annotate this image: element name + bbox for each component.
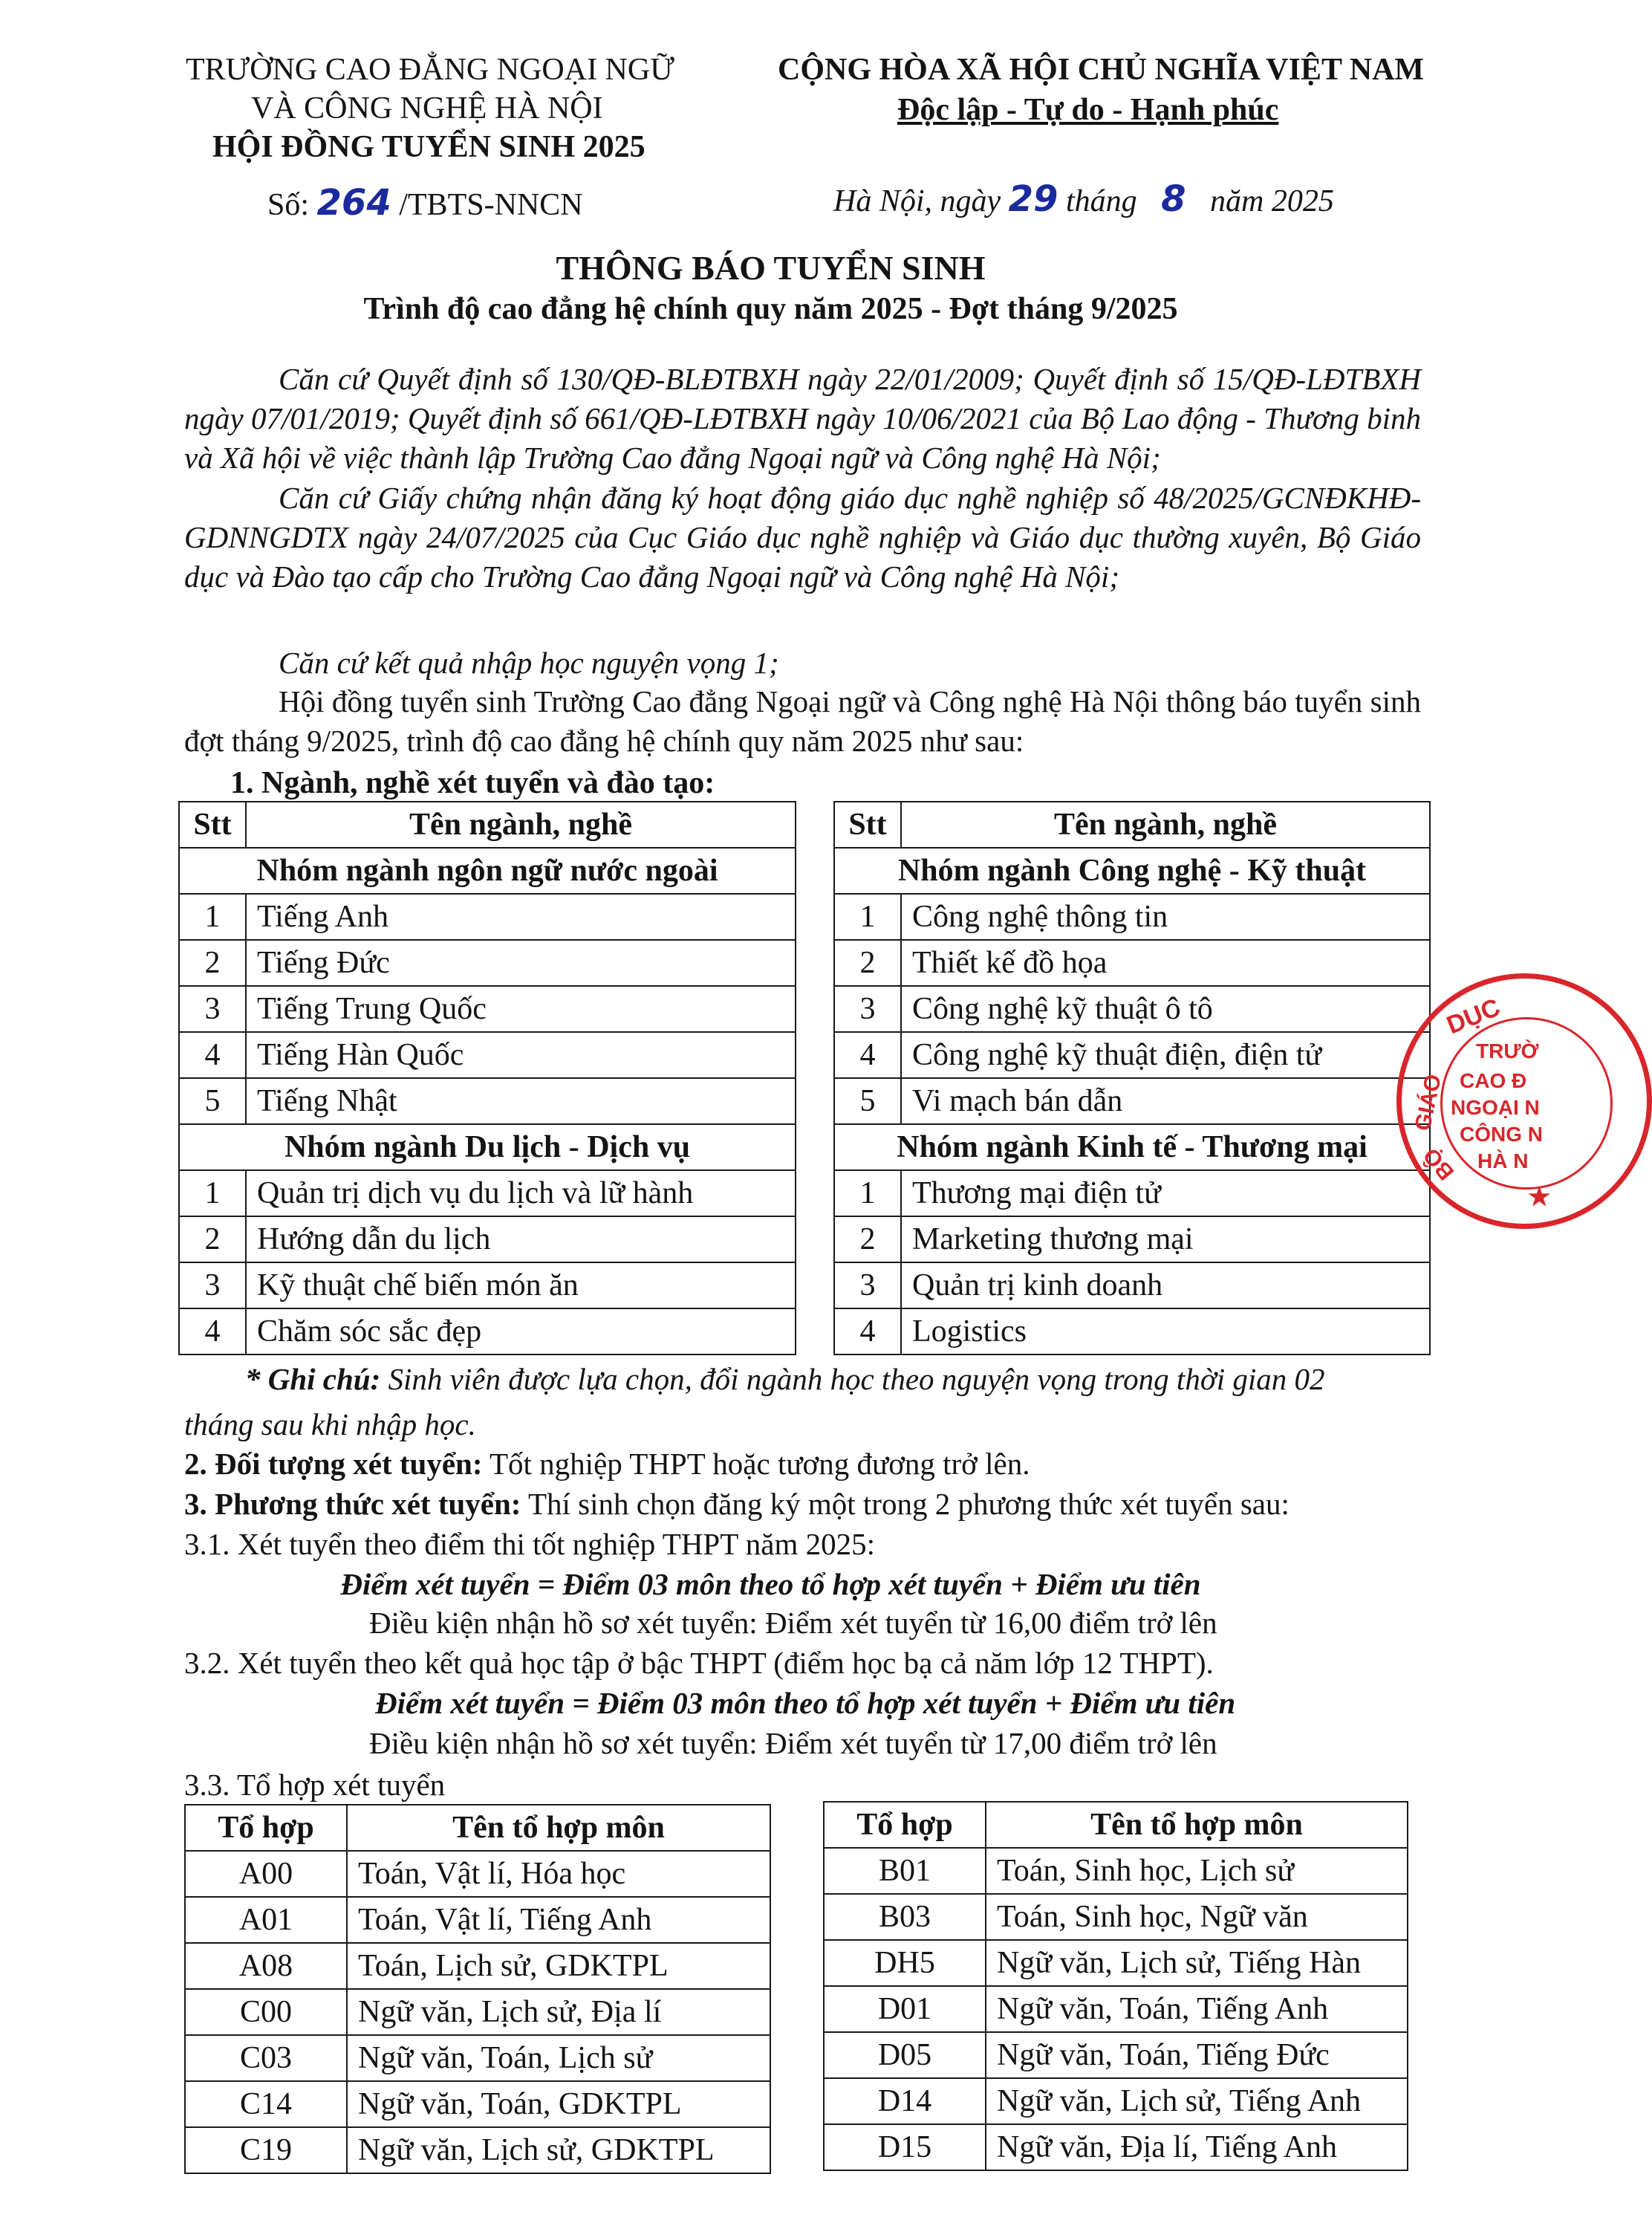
nation-title: CỘNG HÒA XÃ HỘI CHỦ NGHĨA VIỆT NAM (778, 53, 1425, 87)
table-row (834, 986, 1430, 1032)
row-number: 3 (179, 986, 246, 1032)
col-major-name: Tên ngành, nghề (246, 802, 796, 848)
table-row (185, 1989, 770, 2035)
table-row (834, 1216, 1430, 1262)
preamble-paragraph-4: Hội đồng tuyển sinh Trường Cao đẳng Ngoại ngữ và Công nghệ Hà Nội thông báo tuyển sinh đợt tháng 9/2025, trình độ cao đẳng hệ chính quy năm 2025 như sau: (184, 684, 1421, 758)
table-row (834, 894, 1430, 940)
major-name: Tiếng Nhật (246, 1078, 796, 1124)
table-row (179, 1032, 796, 1078)
combo-code: DH5 (824, 1940, 986, 1986)
table-row (824, 2032, 1408, 2078)
seal-star-icon: ★ (1528, 1183, 1551, 1211)
note (245, 1361, 1325, 1397)
seal-line-5: HÀ N (1477, 1149, 1529, 1172)
col-combo-code: Tổ hợp (185, 1805, 347, 1851)
section3 (184, 1486, 1290, 1522)
motto: Độc lập - Tự do - Hạnh phúc (897, 93, 1279, 127)
table-row (834, 940, 1430, 986)
table-row (185, 1851, 770, 1897)
section3-label: 3. Phương thức xét tuyển: (184, 1487, 521, 1521)
doc-no-handwritten: 264 (316, 182, 391, 224)
combo-table-right (823, 1801, 1408, 2171)
preamble-paragraph-1: Căn cứ Quyết định số 130/QĐ-BLĐTBXH ngày 22/01/2009; Quyết định số 15/QĐ-LĐTBXH ngày 07/01/2019; Quyết định số 661/QĐ-LĐTBXH ngày 10/06/2021 của Bộ Lao động - Thương binh và Xã hội về việc thành lập Trường Cao đẳng Ngoại ngữ và Công nghệ Hà Nội; (184, 362, 1421, 475)
combo-code: C14 (185, 2081, 347, 2127)
seal-line-2: CAO Đ (1460, 1069, 1527, 1092)
date-year: năm 2025 (1210, 184, 1334, 218)
row-number: 1 (834, 1170, 901, 1216)
major-name: Tiếng Trung Quốc (246, 986, 796, 1032)
table-row (179, 1078, 796, 1124)
major-name: Thương mại điện tử (901, 1170, 1430, 1216)
major-name: Tiếng Hàn Quốc (246, 1032, 796, 1078)
school-seal-stamp (1396, 973, 1652, 1229)
major-name: Thiết kế đồ họa (901, 940, 1430, 986)
doc-no-label: Số: (267, 188, 310, 222)
combo-code: D14 (824, 2078, 986, 2124)
majors-table-right (833, 801, 1431, 1355)
combo-code: D15 (824, 2124, 986, 2170)
table-row (824, 1848, 1408, 1894)
table-row (834, 1308, 1430, 1354)
table-row (179, 1216, 796, 1262)
formula-2: Điểm xét tuyển = Điểm 03 môn theo tổ hợp xét tuyển + Điểm ưu tiên (375, 1686, 1236, 1720)
major-name: Quản trị kinh doanh (901, 1262, 1430, 1308)
major-name: Marketing thương mại (901, 1216, 1430, 1262)
table-row (185, 2035, 770, 2081)
condition-2: Điều kiện nhận hồ sơ xét tuyển: Điểm xét tuyển từ 17,00 điểm trở lên (369, 1726, 1217, 1760)
seal-line-4: CÔNG N (1460, 1123, 1543, 1146)
seal-line-1: TRƯỜ (1476, 1039, 1539, 1062)
table-row (824, 1940, 1408, 1986)
section3-text: Thí sinh chọn đăng ký một trong 2 phương thức xét tuyển sau: (527, 1487, 1290, 1521)
major-name: Công nghệ kỹ thuật ô tô (901, 986, 1430, 1032)
major-name: Logistics (901, 1308, 1430, 1354)
row-number: 1 (179, 894, 246, 940)
table-row (834, 1078, 1430, 1124)
group-name: Nhóm ngành Kinh tế - Thương mại (834, 1124, 1430, 1170)
notice-subtitle: Trình độ cao đẳng hệ chính quy năm 2025 - Đợt tháng 9/2025 (363, 292, 1178, 326)
table-row (185, 1897, 770, 1943)
combo-subjects: Ngữ văn, Lịch sử, Tiếng Anh (986, 2078, 1408, 2124)
row-number: 2 (834, 940, 901, 986)
combo-subjects: Toán, Lịch sử, GDKTPL (347, 1943, 770, 1989)
combo-subjects: Toán, Vật lí, Tiếng Anh (347, 1897, 770, 1943)
table-header-row (834, 802, 1430, 848)
combo-code: A08 (185, 1943, 347, 1989)
combo-code: C19 (185, 2127, 347, 2173)
section2 (184, 1446, 1030, 1482)
table-row (834, 1262, 1430, 1308)
formula-1: Điểm xét tuyển = Điểm 03 môn theo tổ hợp xét tuyển + Điểm ưu tiên (340, 1567, 1201, 1601)
combo-subjects: Ngữ văn, Toán, Tiếng Đức (986, 2032, 1408, 2078)
combo-subjects: Toán, Sinh học, Ngữ văn (986, 1894, 1408, 1940)
seal-text-bottom-left: BỘ (1419, 1143, 1460, 1185)
doc-no-suffix: /TBTS-NNCN (399, 188, 583, 222)
row-number: 4 (834, 1032, 901, 1078)
combo-code: A00 (185, 1851, 347, 1897)
table-row (185, 2081, 770, 2127)
combo-subjects: Ngữ văn, Lịch sử, Tiếng Hàn (986, 1940, 1408, 1986)
col-combo-subjects: Tên tổ hợp môn (986, 1802, 1408, 1848)
school-name-line1: TRƯỜNG CAO ĐẲNG NGOẠI NGỮ (186, 53, 674, 87)
row-number: 1 (834, 894, 901, 940)
table-header-row (185, 1805, 770, 1851)
date-prefix: Hà Nội, ngày (833, 184, 1001, 218)
seal-inner-ring (1440, 1017, 1613, 1190)
combo-subjects: Ngữ văn, Toán, GDKTPL (347, 2081, 770, 2127)
col-combo-code: Tổ hợp (824, 1802, 986, 1848)
row-number: 5 (834, 1078, 901, 1124)
major-name: Quản trị dịch vụ du lịch và lữ hành (246, 1170, 796, 1216)
majors-table-left (178, 801, 796, 1355)
combo-subjects: Toán, Vật lí, Hóa học (347, 1851, 770, 1897)
method-3-3: 3.3. Tổ hợp xét tuyển (184, 1768, 446, 1802)
row-number: 3 (834, 1262, 901, 1308)
major-name: Công nghệ kỹ thuật điện, điện tử (901, 1032, 1430, 1078)
seal-text-top: DỤC (1443, 993, 1504, 1040)
table-header-row (179, 802, 796, 848)
combo-subjects: Toán, Sinh học, Lịch sử (986, 1848, 1408, 1894)
combo-code: C00 (185, 1989, 347, 2035)
col-stt: Stt (834, 802, 901, 848)
major-name: Tiếng Anh (246, 894, 796, 940)
note-text-continued: tháng sau khi nhập học. (184, 1407, 476, 1441)
row-number: 2 (179, 940, 246, 986)
date-month-handwritten: 8 (1161, 178, 1186, 220)
row-number: 5 (179, 1078, 246, 1124)
col-combo-subjects: Tên tổ hợp môn (347, 1805, 770, 1851)
section2-text: Tốt nghiệp THPT hoặc tương đương trở lên. (490, 1447, 1030, 1481)
row-number: 4 (179, 1308, 246, 1354)
row-number: 3 (834, 986, 901, 1032)
major-name: Chăm sóc sắc đẹp (246, 1308, 796, 1354)
combo-table-left (184, 1804, 771, 2174)
combo-subjects: Ngữ văn, Lịch sử, GDKTPL (347, 2127, 770, 2173)
group-row (179, 1124, 796, 1170)
group-row (834, 848, 1430, 894)
row-number: 2 (179, 1216, 246, 1262)
combo-code: C03 (185, 2035, 347, 2081)
combo-subjects: Ngữ văn, Toán, Tiếng Anh (986, 1986, 1408, 2032)
combo-code: B03 (824, 1894, 986, 1940)
col-stt: Stt (179, 802, 246, 848)
table-row (179, 894, 796, 940)
school-name-line2: VÀ CÔNG NGHỆ HÀ NỘI (251, 91, 603, 126)
table-row (179, 1262, 796, 1308)
section1-heading: 1. Ngành, nghề xét tuyển và đào tạo: (230, 766, 715, 800)
row-number: 4 (834, 1308, 901, 1354)
table-row (824, 1986, 1408, 2032)
combo-code: B01 (824, 1848, 986, 1894)
table-row (824, 1894, 1408, 1940)
table-header-row (824, 1802, 1408, 1848)
method-3-1: 3.1. Xét tuyển theo điểm thi tốt nghiệp THPT năm 2025: (184, 1527, 876, 1561)
combo-code: A01 (185, 1897, 347, 1943)
preamble-paragraph-2: Căn cứ Giấy chứng nhận đăng ký hoạt động giáo dục nghề nghiệp số 48/2025/GCNĐKHĐ-GDNNGDTX ngày 24/07/2025 của Cục Giáo dục nghề nghiệp và Giáo dục thường xuyên, Bộ Giáo dục và Đào tạo cấp cho Trường Cao đẳng Ngoại ngữ và Công nghệ Hà Nội; (184, 481, 1421, 594)
row-number: 3 (179, 1262, 246, 1308)
council-name: HỘI ĐỒNG TUYỂN SINH 2025 (212, 130, 645, 164)
group-name: Nhóm ngành Du lịch - Dịch vụ (179, 1124, 796, 1170)
preamble-paragraph-3: Căn cứ kết quả nhập học nguyện vọng 1; (279, 646, 779, 680)
note-label: * Ghi chú: (245, 1362, 381, 1396)
seal-text-left: GIÁO (1410, 1071, 1446, 1133)
issue-date (833, 178, 1334, 220)
table-row (185, 1943, 770, 1989)
section2-label: 2. Đối tượng xét tuyển: (184, 1447, 483, 1481)
table-row (834, 1170, 1430, 1216)
combo-code: D01 (824, 1986, 986, 2032)
combo-subjects: Ngữ văn, Toán, Lịch sử (347, 2035, 770, 2081)
document-number (267, 182, 583, 224)
col-major-name: Tên ngành, nghề (901, 802, 1430, 848)
table-row (179, 1308, 796, 1354)
table-row (179, 940, 796, 986)
combo-subjects: Ngữ văn, Địa lí, Tiếng Anh (986, 2124, 1408, 2170)
condition-1: Điều kiện nhận hồ sơ xét tuyển: Điểm xét tuyển từ 16,00 điểm trở lên (369, 1606, 1217, 1640)
group-name: Nhóm ngành ngôn ngữ nước ngoài (179, 848, 796, 894)
date-day-handwritten: 29 (1008, 178, 1058, 220)
combo-subjects: Ngữ văn, Lịch sử, Địa lí (347, 1989, 770, 2035)
row-number: 1 (179, 1170, 246, 1216)
major-name: Hướng dẫn du lịch (246, 1216, 796, 1262)
table-row (185, 2127, 770, 2173)
notice-title: THÔNG BÁO TUYỂN SINH (556, 249, 986, 287)
major-name: Công nghệ thông tin (901, 894, 1430, 940)
group-row (834, 1124, 1430, 1170)
combo-code: D05 (824, 2032, 986, 2078)
row-number: 4 (179, 1032, 246, 1078)
table-row (179, 986, 796, 1032)
table-row (824, 2124, 1408, 2170)
seal-line-3: NGOẠI N (1451, 1096, 1540, 1119)
table-row (179, 1170, 796, 1216)
group-row (179, 848, 796, 894)
major-name: Kỹ thuật chế biến món ăn (246, 1262, 796, 1308)
note-text: Sinh viên được lựa chọn, đổi ngành học theo nguyện vọng trong thời gian 02 (388, 1362, 1325, 1396)
date-month-label: tháng (1065, 184, 1137, 218)
group-name: Nhóm ngành Công nghệ - Kỹ thuật (834, 848, 1430, 894)
row-number: 2 (834, 1216, 901, 1262)
table-row (824, 2078, 1408, 2124)
table-row (834, 1032, 1430, 1078)
major-name: Tiếng Đức (246, 940, 796, 986)
method-3-2: 3.2. Xét tuyển theo kết quả học tập ở bậc THPT (điểm học bạ cả năm lớp 12 THPT). (184, 1646, 1214, 1680)
major-name: Vi mạch bán dẫn (901, 1078, 1430, 1124)
